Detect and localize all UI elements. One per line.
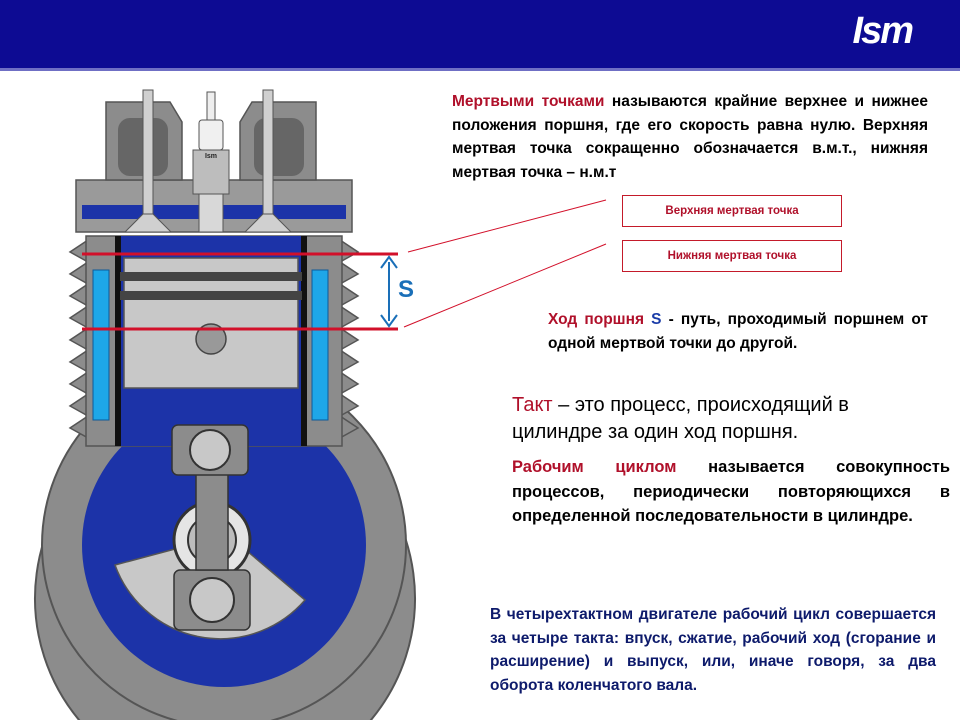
spark-plug-label: Ism bbox=[204, 153, 218, 160]
spark-plug-insulator bbox=[199, 120, 223, 150]
dead-points-term: Мертвыми точками bbox=[452, 93, 605, 110]
piston-stroke-text: - путь, проходимый поршнем от одной мертвой точки до другой. bbox=[548, 311, 929, 352]
work-cycle-term: Рабочим циклом bbox=[512, 458, 677, 476]
crank-pin bbox=[190, 578, 234, 622]
small-end-bushing bbox=[190, 430, 230, 470]
piston-ring-2 bbox=[120, 291, 302, 300]
spark-plug-tip bbox=[207, 92, 215, 122]
brand-logo: Ism bbox=[852, 10, 912, 52]
cylinder-wall-right bbox=[301, 236, 307, 446]
work-cycle-paragraph bbox=[512, 455, 950, 529]
header-bar bbox=[0, 0, 960, 71]
tact-paragraph bbox=[512, 392, 932, 446]
piston-stroke-term: Ход поршня bbox=[548, 311, 644, 328]
spark-plug-thread bbox=[199, 194, 223, 232]
four-stroke-paragraph: В четырехтактном двигателе рабочий цикл совершается за четыре такта: впуск, сжатие, рабочий ход (сгорание и расширение) и выпуск, или, иначе говоря, за два оборота коленчатого вала. bbox=[490, 606, 936, 694]
head-chamber-right-dark bbox=[254, 118, 304, 176]
dead-points-paragraph bbox=[452, 90, 928, 184]
exhaust-valve-stem bbox=[263, 90, 273, 220]
piston-stroke-symbol: S bbox=[651, 311, 662, 328]
bdc-label-box: Нижняя мертвая точка bbox=[622, 240, 842, 272]
tact-text: – это процесс, происходящий в цилиндре за один ход поршня. bbox=[512, 394, 849, 443]
piston-ring-1 bbox=[120, 272, 302, 281]
water-channel-left bbox=[93, 270, 109, 420]
tdc-leader bbox=[408, 200, 606, 252]
dead-points-text: называются крайние верхнее и нижнее положения поршня, где его скорость равна нулю. Верхняя мертвая точка сокращенно обозначается в.м.т., нижняя мертвая точка – н.м.т bbox=[452, 93, 929, 181]
stroke-symbol-label: S bbox=[398, 276, 415, 303]
water-channel-right bbox=[312, 270, 328, 420]
tact-term: Такт bbox=[512, 394, 553, 416]
intake-valve-stem bbox=[143, 90, 153, 220]
piston-stroke-paragraph bbox=[548, 308, 928, 355]
tdc-label-box: Верхняя мертвая точка bbox=[622, 195, 842, 227]
work-cycle-text: называется совокупность процессов, периодически повторяющихся в определенной последовательности в цилиндре. bbox=[512, 458, 950, 525]
cylinder-wall-left bbox=[115, 236, 121, 446]
